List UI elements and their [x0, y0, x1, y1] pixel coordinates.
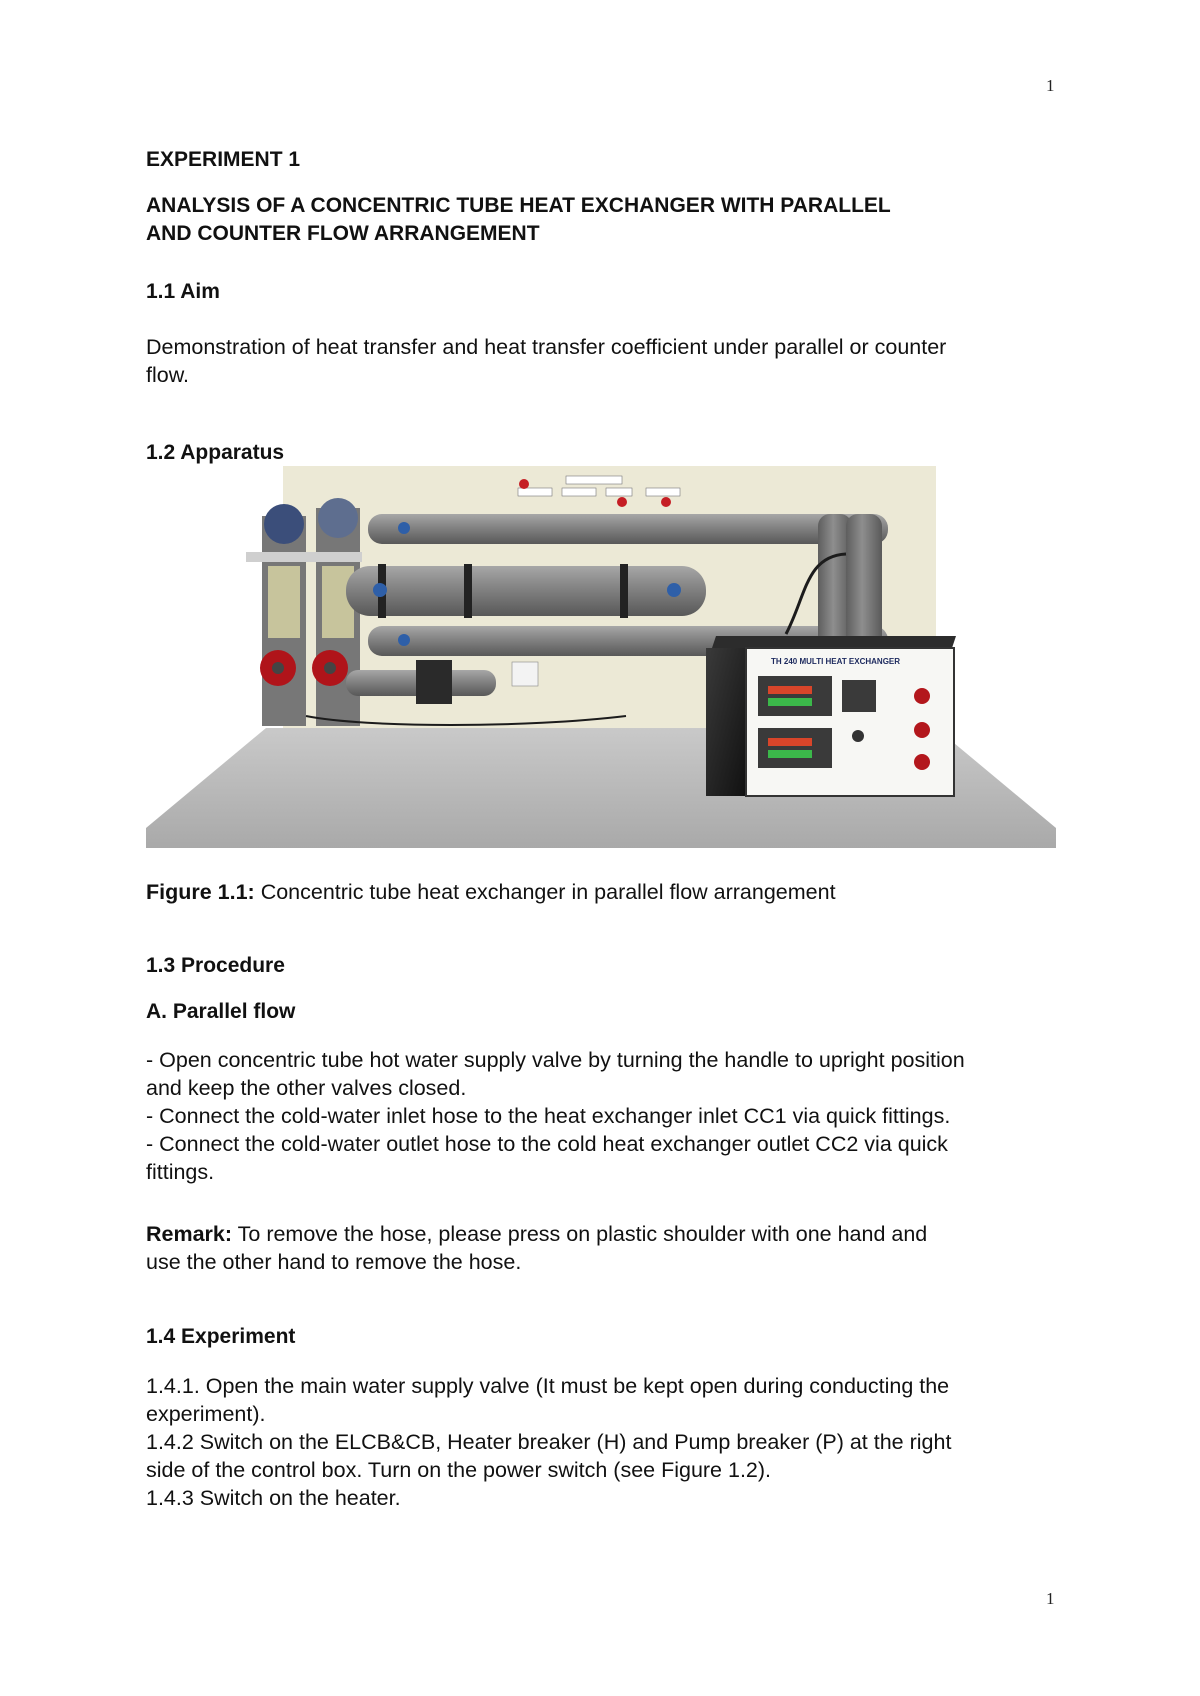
remark-line2: use the other hand to remove the hose.	[146, 1250, 522, 1274]
procedure-step-line: - Connect the cold-water outlet hose to the cold heat exchanger outlet CC2 via quick	[146, 1132, 948, 1156]
procedure-step-line: and keep the other valves closed.	[146, 1076, 467, 1100]
experiment-step-line: 1.4.3 Switch on the heater.	[146, 1486, 401, 1510]
apparatus-heading: 1.2 Apparatus	[146, 441, 285, 464]
procedure-step-line: - Open concentric tube hot water supply valve by turning the handle to upright position	[146, 1048, 965, 1072]
aim-line2: flow.	[146, 363, 190, 387]
remark-text: To remove the hose, please press on plastic shoulder with one hand and	[232, 1222, 928, 1246]
unit-label: TH 240 MULTI HEAT EXCHANGER	[771, 657, 901, 666]
apparatus-photo	[146, 466, 1056, 848]
aim-line1: Demonstration of heat transfer and heat transfer coefficient under parallel or counter	[146, 335, 947, 359]
figure-caption-text: Concentric tube heat exchanger in parallel flow arrangement	[254, 880, 836, 904]
page-number-top: 1	[1046, 76, 1055, 95]
experiment-label: EXPERIMENT 1	[146, 148, 301, 171]
parallel-flow-heading: A. Parallel flow	[146, 1000, 296, 1023]
remark-label: Remark:	[146, 1222, 233, 1246]
experiment-heading: 1.4 Experiment	[146, 1325, 296, 1348]
procedure-heading: 1.3 Procedure	[146, 954, 285, 977]
experiment-step-line: experiment).	[146, 1402, 266, 1426]
experiment-title-line2: AND COUNTER FLOW ARRANGEMENT	[146, 222, 540, 245]
procedure-step-line: fittings.	[146, 1160, 215, 1184]
experiment-step-line: 1.4.1. Open the main water supply valve (It must be kept open during conducting the	[146, 1374, 950, 1398]
aim-heading: 1.1 Aim	[146, 280, 220, 303]
page-number-bottom: 1	[1046, 1589, 1055, 1608]
experiment-step-line: side of the control box. Turn on the power switch (see Figure 1.2).	[146, 1458, 772, 1482]
experiment-step-line: 1.4.2 Switch on the ELCB&CB, Heater breaker (H) and Pump breaker (P) at the right	[146, 1430, 952, 1454]
procedure-step-line: - Connect the cold-water inlet hose to the heat exchanger inlet CC1 via quick fittings.	[146, 1104, 951, 1128]
remark-line1	[146, 1220, 927, 1248]
figure-caption	[146, 878, 836, 906]
experiment-title-line1: ANALYSIS OF A CONCENTRIC TUBE HEAT EXCHANGER WITH PARALLEL	[146, 194, 891, 217]
figure-caption-label: Figure 1.1:	[146, 880, 255, 904]
